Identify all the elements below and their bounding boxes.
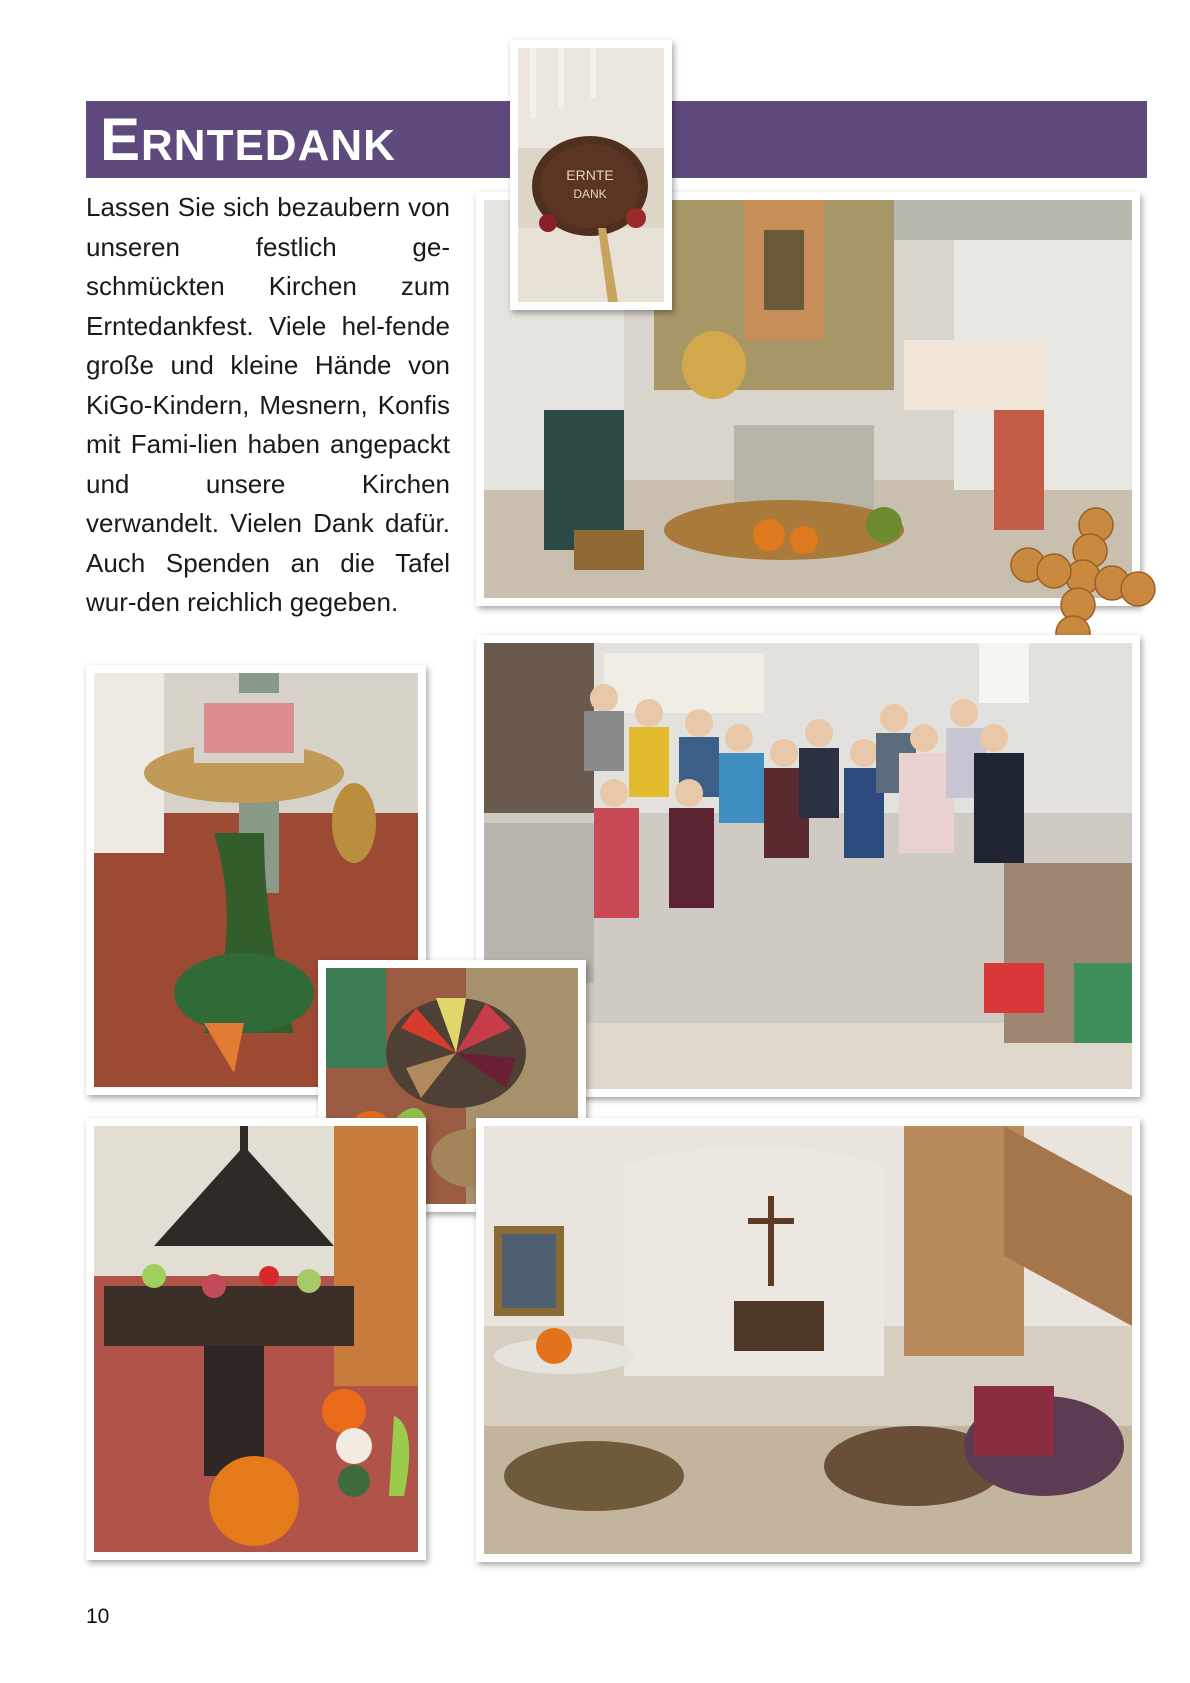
title-bar-right [670,101,1147,178]
svg-text:DANK: DANK [573,187,607,201]
photo-harvest-bread [510,40,672,310]
svg-text:ERNTE: ERNTE [566,167,614,183]
photo-church-nave [476,1118,1140,1562]
page-title: ERNTEDANK [100,106,396,173]
intro-paragraph: Lassen Sie sich bezaubern von unseren festlich ge-schmückten Kirchen zum Erntedankfest. Viele hel-fende große und kleine Hände von KiGo-Kindern, Mesnern, Konfis mit Fami-lien haben angepackt und unsere Kirchen verwandelt. Vielen Dank dafür. Auch Spenden an die Tafel wur-den reichlich gegeben. [86,192,450,617]
page-number: 10 [86,1605,110,1628]
photo-baptismal-font [86,1118,426,1560]
